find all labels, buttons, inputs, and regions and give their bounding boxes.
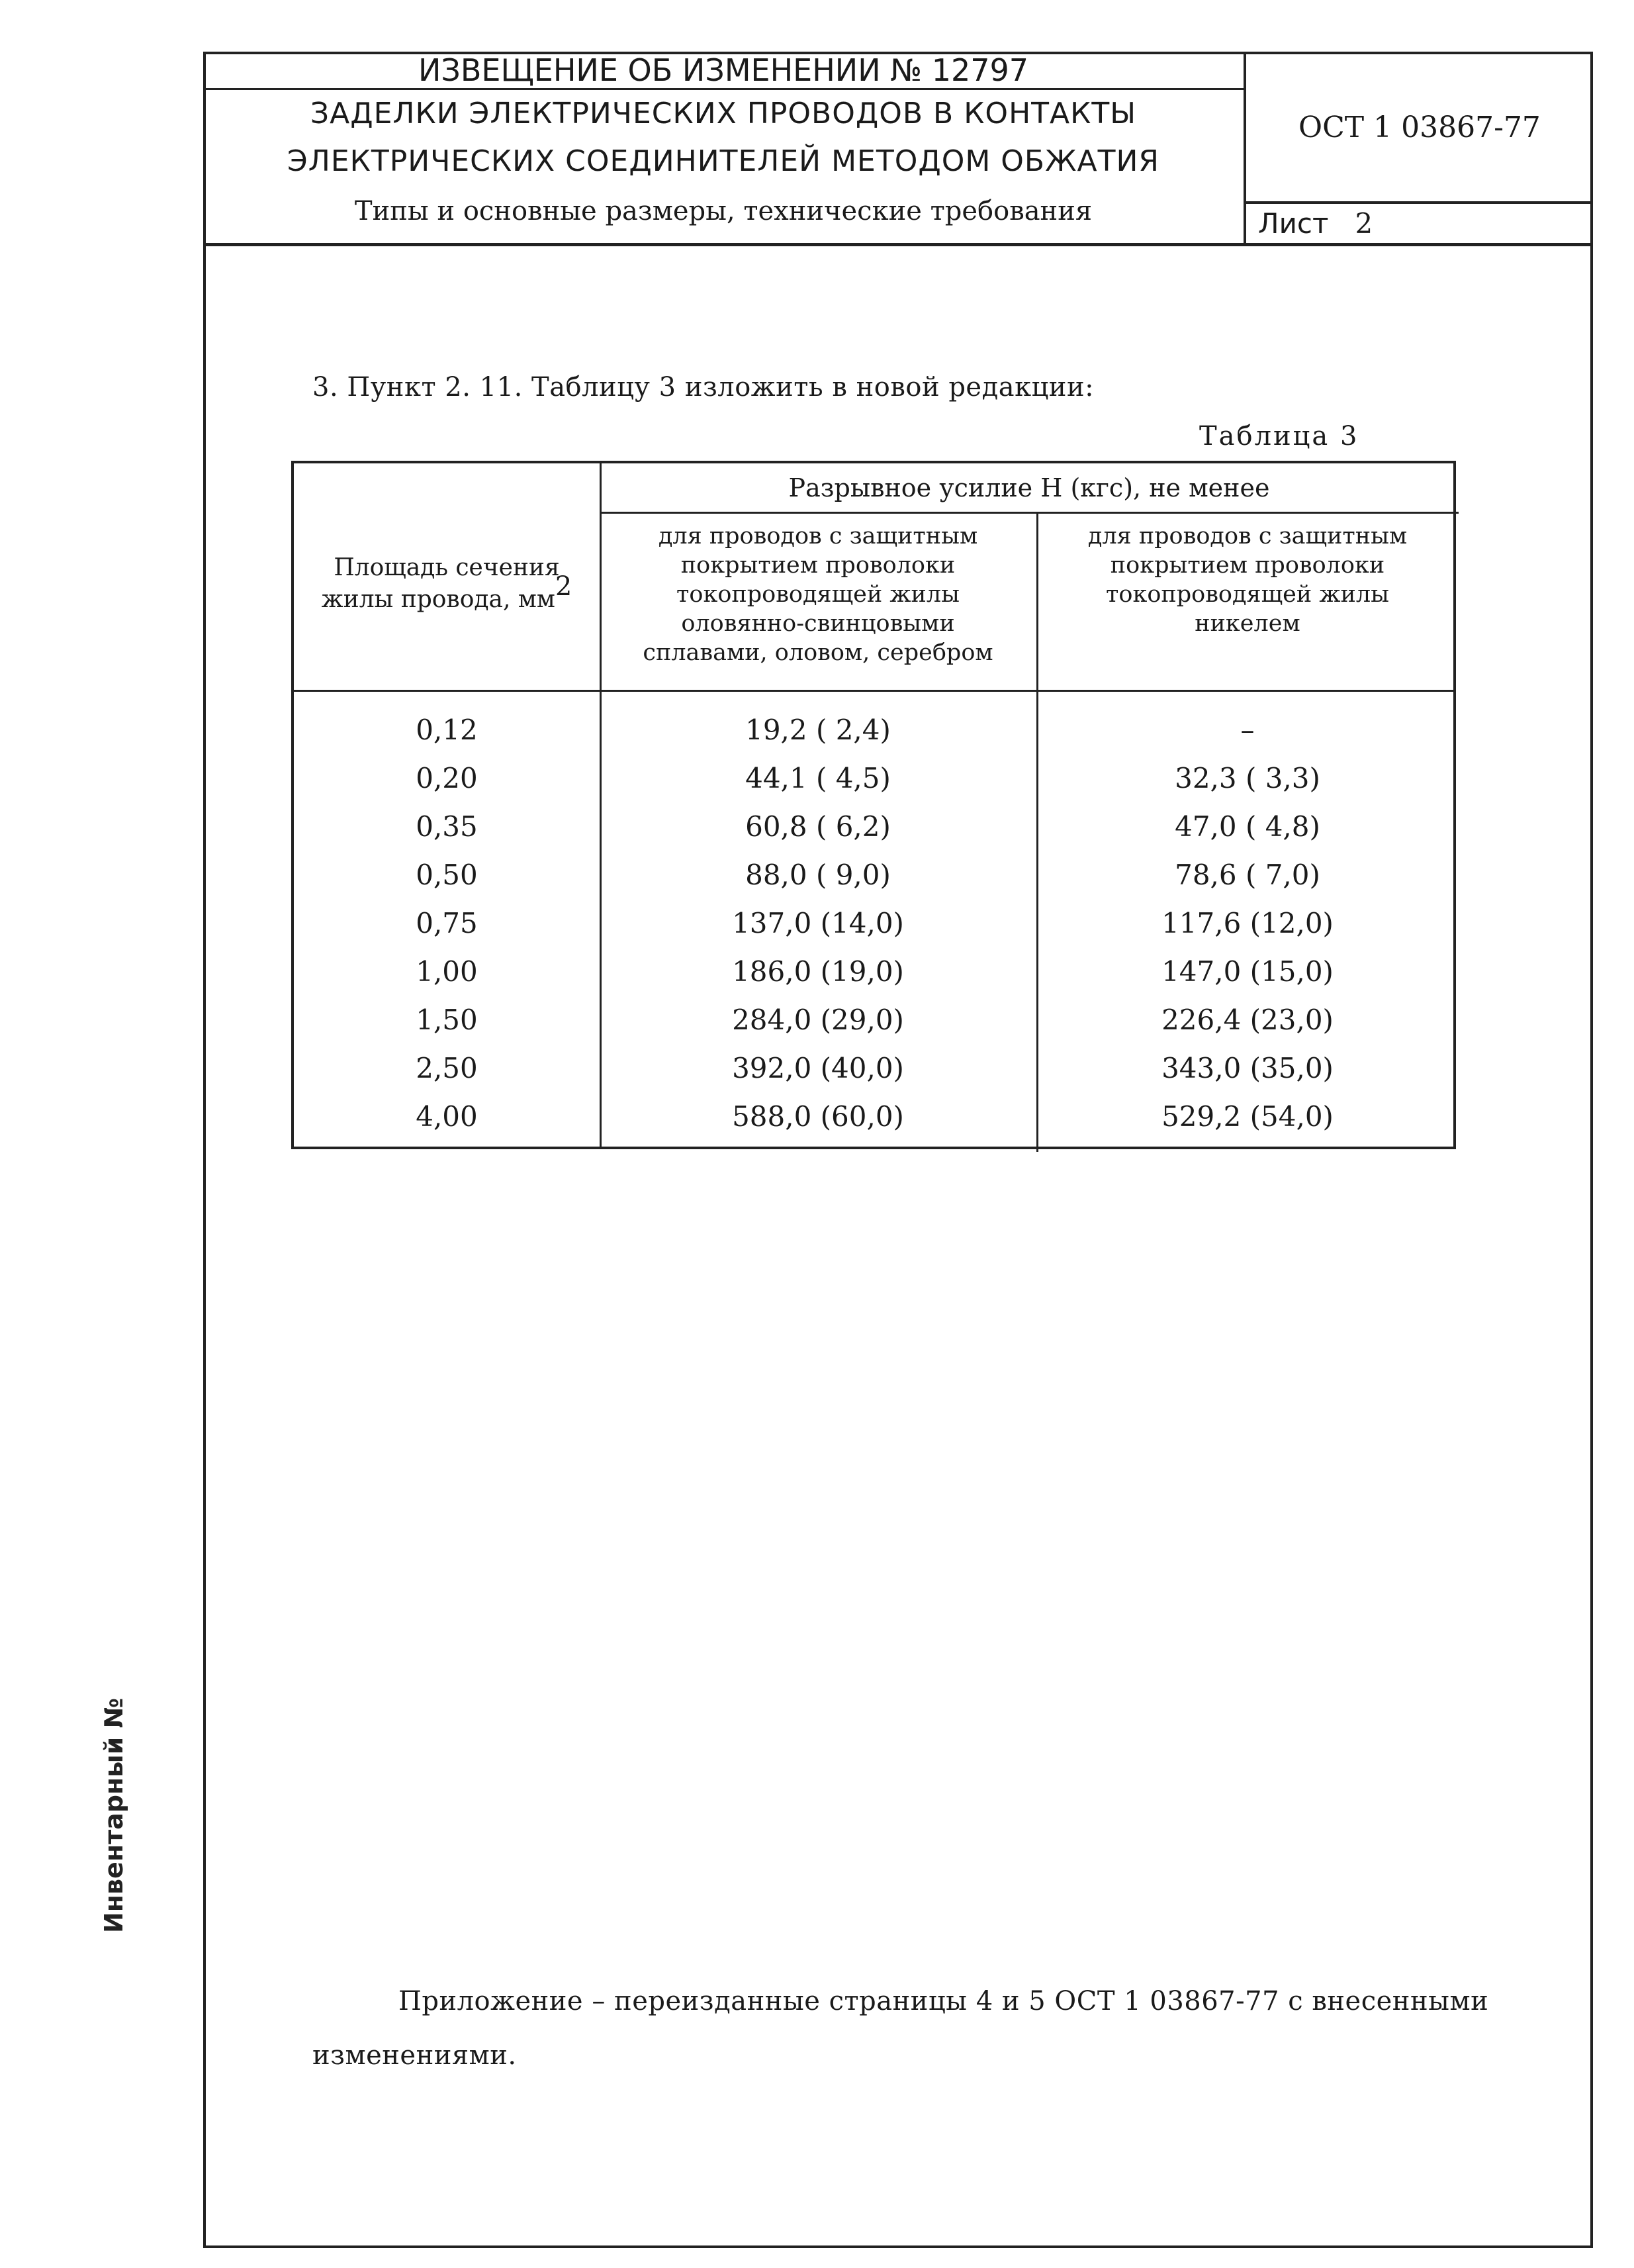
group-header-force: Разрывное усилие Н (кгс), не менее — [788, 473, 1270, 502]
page-frame-bottom — [203, 2245, 1593, 2248]
cell-area: 1,00 — [416, 955, 478, 988]
notice-title: ИЗВЕЩЕНИЕ ОБ ИЗМЕНЕНИИ № 12797 — [203, 52, 1244, 90]
column-header-tin — [600, 522, 1036, 667]
strength-table — [291, 461, 1456, 1149]
column-header-nickel-line: никелем — [1195, 610, 1300, 637]
doc-subtitle: Типы и основные размеры, технические требования — [354, 196, 1093, 226]
cell-tin: 392,0 (40,0) — [732, 1052, 904, 1084]
standard-number: ОСТ 1 03867-77 — [1246, 52, 1593, 204]
cell-tin: 186,0 (19,0) — [732, 955, 904, 988]
cell-tin: 60,8 ( 6,2) — [745, 810, 891, 843]
table-row — [294, 859, 1453, 907]
appendix-note: Приложение – переизданные страницы 4 и 5 ОСТ 1 03867-77 с внесенными изменениями. — [312, 1986, 1489, 2071]
title-block — [203, 52, 1593, 246]
cell-tin: 137,0 (14,0) — [732, 907, 904, 939]
cell-nickel: 226,4 (23,0) — [1161, 1004, 1334, 1036]
cell-area: 0,75 — [416, 907, 478, 939]
title-block-left — [203, 52, 1246, 243]
column-header-tin-line: оловянно-свинцовыми — [681, 610, 955, 637]
column-header-nickel-line: покрытием проволоки — [1110, 552, 1385, 579]
table-caption: Таблица 3 — [1199, 421, 1359, 451]
cell-tin: 284,0 (29,0) — [732, 1004, 904, 1036]
column-header-area-sup: 2 — [555, 571, 572, 602]
doc-title-line-1: ЗАДЕЛКИ ЭЛЕКТРИЧЕСКИХ ПРОВОДОВ В КОНТАКТЫ — [310, 97, 1137, 130]
instruction-text: 3. Пункт 2. 11. Таблицу 3 изложить в новой редакции: — [312, 372, 1095, 402]
cell-area: 0,12 — [416, 714, 478, 746]
table-row — [294, 1052, 1453, 1100]
table-row — [294, 907, 1453, 955]
sheet-cell — [1246, 204, 1593, 244]
cell-nickel: 78,6 ( 7,0) — [1175, 859, 1320, 891]
sheet-number: 2 — [1355, 207, 1373, 240]
cell-tin: 19,2 ( 2,4) — [745, 714, 891, 746]
table-row — [294, 810, 1453, 859]
column-header-nickel — [1036, 522, 1459, 638]
cell-nickel: 529,2 (54,0) — [1161, 1100, 1334, 1133]
column-header-tin-line: сплавами, оловом, серебром — [643, 639, 993, 666]
cell-nickel: 117,6 (12,0) — [1161, 907, 1334, 939]
column-header-tin-line: для проводов с защитным — [658, 523, 978, 549]
column-header-nickel-line: для проводов с защитным — [1087, 523, 1408, 549]
cell-area: 0,35 — [416, 810, 478, 843]
cell-area: 0,50 — [416, 859, 478, 891]
sheet-label: Лист — [1258, 207, 1329, 240]
cell-area: 2,50 — [416, 1052, 478, 1084]
table-row — [294, 1100, 1453, 1149]
column-header-area — [294, 553, 600, 615]
column-header-area-line1: Площадь сечения — [334, 554, 560, 581]
cell-area: 1,50 — [416, 1004, 478, 1036]
table-row — [294, 955, 1453, 1004]
cell-nickel: 47,0 ( 4,8) — [1175, 810, 1320, 843]
column-header-nickel-line: токопроводящей жилы — [1106, 581, 1389, 608]
table-row — [294, 762, 1453, 810]
table-row — [294, 714, 1453, 762]
cell-area: 4,00 — [416, 1100, 478, 1133]
cell-nickel: 147,0 (15,0) — [1161, 955, 1334, 988]
cell-tin: 44,1 ( 4,5) — [745, 762, 891, 794]
table-row — [294, 1004, 1453, 1052]
cell-area: 0,20 — [416, 762, 478, 794]
cell-tin: 88,0 ( 9,0) — [745, 859, 891, 891]
column-header-area-line2: жилы провода, мм2 — [321, 571, 572, 613]
cell-nickel: 32,3 ( 3,3) — [1175, 762, 1320, 794]
column-header-tin-line: покрытием проволоки — [680, 552, 956, 579]
cell-nickel: 343,0 (35,0) — [1161, 1052, 1334, 1084]
inventory-number-label: Инвентарный № — [99, 1697, 128, 1933]
cell-tin: 588,0 (60,0) — [732, 1100, 904, 1133]
table-divider-header — [294, 690, 1453, 692]
column-header-tin-line: токопроводящей жилы — [676, 581, 960, 608]
doc-title-line-2: ЭЛЕКТРИЧЕСКИХ СОЕДИНИТЕЛЕЙ МЕТОДОМ ОБЖАТИЯ — [287, 144, 1159, 178]
cell-nickel: – — [1240, 714, 1255, 746]
